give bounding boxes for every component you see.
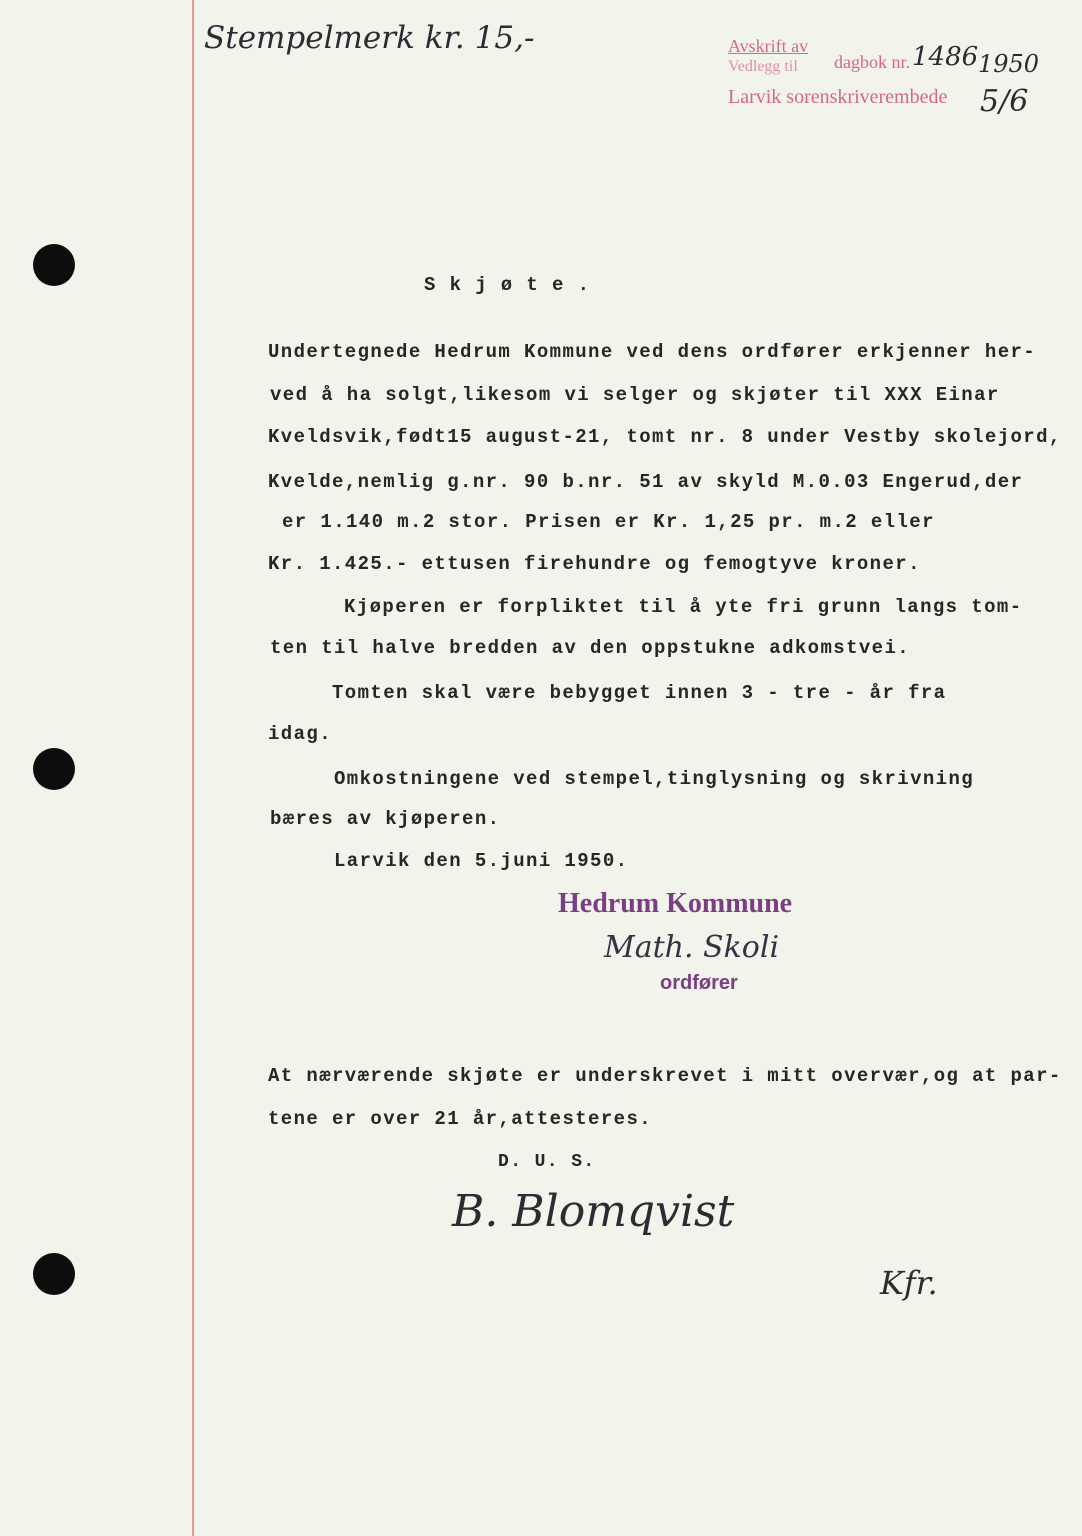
body-line: Kr. 1.425.- ettusen firehundre og femogtyve kroner. — [268, 553, 921, 575]
body-line: bæres av kjøperen. — [270, 808, 501, 830]
mayor-signature: Math. Skoli — [604, 930, 780, 965]
stamp-line-1: Avskrift av — [728, 36, 809, 56]
body-line: ved å ha solgt,likesom vi selger og skjøter til XXX Einar — [270, 384, 1000, 406]
attestation-line: tene er over 21 år,attesteres. — [268, 1108, 653, 1130]
body-line: er 1.140 m.2 stor. Prisen er Kr. 1,25 pr. m.2 eller — [282, 511, 935, 533]
body-line: Kvelde,nemlig g.nr. 90 b.nr. 51 av skyld M.0.03 Engerud,der — [268, 471, 1024, 493]
municipality-stamp: Hedrum Kommune — [558, 888, 793, 919]
body-line: Omkostningene ved stempel,tinglysning og skrivning — [334, 768, 975, 790]
stamp-line-2: Vedlegg til — [728, 58, 798, 75]
margin-line — [192, 0, 194, 1536]
stamp-line-3: Larvik sorenskriverembede — [728, 86, 948, 108]
initials: Kfr. — [880, 1264, 938, 1302]
body-line: Tomten skal være bebygget innen 3 - tre - år fra — [332, 682, 947, 704]
body-line: Kveldsvik,født15 august-21, tomt nr. 8 under Vestby skolejord, — [268, 426, 1062, 448]
punch-hole — [33, 244, 75, 286]
body-line: Kjøperen er forpliktet til å yte fri grunn langs tom- — [344, 596, 1023, 618]
attestation-line: At nærværende skjøte er underskrevet i mitt overvær,og at par- — [268, 1065, 1062, 1087]
stamp-duty-note: Stempelmerk kr. 15,- — [204, 20, 535, 56]
body-line: Undertegnede Hedrum Kommune ved dens ordfører erkjenner her- — [268, 341, 1037, 363]
punch-hole — [33, 1253, 75, 1295]
mayor-title: ordfører — [660, 972, 738, 994]
stamp-date: 5/6 — [980, 84, 1029, 119]
stamp-dagbok-label: dagbok nr. — [834, 52, 910, 72]
stamp-year: 1950 — [978, 50, 1040, 78]
witness-signature: B. Blomqvist — [452, 1186, 735, 1237]
stamp-dagbok-number: 1486 — [912, 42, 979, 72]
place-date-line: Larvik den 5.juni 1950. — [334, 850, 629, 872]
body-line: idag. — [268, 723, 333, 745]
witness-label: D. U. S. — [498, 1152, 596, 1172]
deed-title: S k j ø t e . — [424, 274, 591, 296]
punch-hole — [33, 748, 75, 790]
body-line: ten til halve bredden av den oppstukne adkomstvei. — [270, 637, 911, 659]
